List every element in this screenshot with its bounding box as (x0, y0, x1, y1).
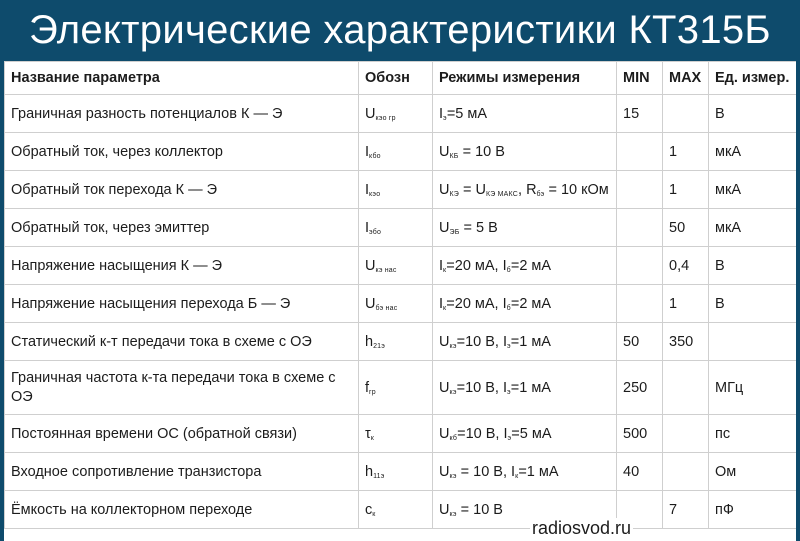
spec-table-card (4, 61, 796, 541)
header-unit: Ед. измер. (709, 62, 797, 95)
mode-text: =20 мА, I (446, 257, 507, 274)
table-row (5, 247, 797, 285)
min-cell (617, 133, 663, 171)
symbol-main: I (365, 219, 370, 236)
mode-text: U (439, 181, 450, 198)
min-cell: 15 (617, 95, 663, 133)
mode-text: U (439, 379, 450, 396)
param-name-cell: Граничная разность потенциалов К — Э (5, 95, 359, 133)
min-cell: 40 (617, 453, 663, 491)
mode-subscript: э (507, 388, 511, 396)
mode-subscript: к (443, 266, 447, 274)
unit-cell: В (709, 285, 797, 323)
param-name-cell: Статический к-т передачи тока в схеме с ОЭ (5, 323, 359, 361)
min-cell: 50 (617, 323, 663, 361)
mode-text: I (439, 295, 444, 312)
mode-text: =10 В, I (456, 333, 507, 350)
max-cell: 350 (663, 323, 709, 361)
symbol-cell (359, 361, 433, 415)
max-cell: 1 (663, 285, 709, 323)
param-name-cell: Напряжение насыщения К — Э (5, 247, 359, 285)
param-name-cell: Постоянная времени ОС (обратной связи) (5, 415, 359, 453)
symbol-subscript: кэо (369, 190, 381, 198)
symbol-subscript: эбо (369, 228, 382, 236)
param-name-cell: Обратный ток перехода К — Э (5, 171, 359, 209)
max-cell (663, 453, 709, 491)
mode-subscript: кэ (449, 510, 457, 518)
symbol-cell (359, 491, 433, 529)
mode-text: =1 мА (510, 379, 551, 396)
param-name-cell: Входное сопротивление транзистора (5, 453, 359, 491)
mode-text: U (439, 333, 450, 350)
mode-subscript: э (507, 434, 512, 442)
unit-cell: В (709, 247, 797, 285)
symbol-subscript: бэ нас (375, 304, 398, 312)
symbol-main: I (365, 181, 370, 198)
symbol-cell (359, 209, 433, 247)
mode-subscript: э (443, 114, 447, 122)
symbol-main: h (365, 333, 374, 350)
header-min: MIN (617, 62, 663, 95)
symbol-main: h (365, 463, 374, 480)
table-row (5, 133, 797, 171)
mode-subscript: к (515, 472, 519, 480)
table-row (5, 491, 797, 529)
min-cell: 500 (617, 415, 663, 453)
mode-text: =10 В, I (456, 379, 507, 396)
symbol-cell (359, 133, 433, 171)
mode-text: = 10 В (458, 143, 505, 160)
table-row (5, 323, 797, 361)
symbol-subscript: гр (369, 388, 376, 396)
symbol-main: U (365, 295, 376, 312)
symbol-cell (359, 415, 433, 453)
symbol-subscript: кэ нас (375, 266, 397, 274)
mode-text: U (439, 501, 450, 518)
symbol-cell (359, 247, 433, 285)
mode-text: =5 мА (446, 105, 488, 122)
measure-mode-cell (433, 285, 617, 323)
mode-subscript: ЭБ (449, 228, 460, 236)
table-row (5, 361, 797, 415)
spec-table (4, 61, 796, 529)
mode-text: = 10 В, I (456, 463, 516, 480)
measure-mode-cell (433, 95, 617, 133)
symbol-subscript: кэо гр (375, 114, 396, 122)
table-header-row (5, 62, 797, 95)
page-title: Электрические характеристики КТ315Б (29, 8, 771, 52)
table-row (5, 453, 797, 491)
symbol-subscript: к (370, 434, 374, 442)
max-cell: 50 (663, 209, 709, 247)
header-measure-mode: Режимы измерения (433, 62, 617, 95)
symbol-subscript: кбо (369, 152, 381, 160)
min-cell: 250 (617, 361, 663, 415)
param-name-cell: Ёмкость на коллекторном переходе (5, 491, 359, 529)
symbol-subscript: 11э (373, 472, 385, 480)
symbol-cell (359, 95, 433, 133)
mode-text: I (439, 105, 444, 122)
symbol-main: U (365, 257, 376, 274)
symbol-subscript: 21э (373, 342, 386, 350)
header-max: MAX (663, 62, 709, 95)
max-cell (663, 95, 709, 133)
max-cell: 1 (663, 133, 709, 171)
mode-subscript: бэ (536, 190, 545, 198)
header-param-name: Название параметра (5, 62, 359, 95)
mode-text: = 10 В (456, 501, 503, 518)
param-name-cell: Обратный ток, через эмиттер (5, 209, 359, 247)
unit-cell: мкА (709, 133, 797, 171)
max-cell (663, 361, 709, 415)
measure-mode-cell (433, 247, 617, 285)
mode-text: =2 мА (510, 295, 552, 312)
min-cell (617, 209, 663, 247)
max-cell: 0,4 (663, 247, 709, 285)
symbol-cell (359, 453, 433, 491)
symbol-cell (359, 323, 433, 361)
measure-mode-cell (433, 323, 617, 361)
mode-text: = U (459, 181, 486, 198)
mode-text: =20 мА, I (446, 295, 507, 312)
table-row (5, 285, 797, 323)
param-name-cell: Граничная частота к-та передачи тока в схеме с ОЭ (5, 361, 359, 415)
mode-text: U (439, 143, 450, 160)
mode-subscript: б (506, 304, 511, 312)
unit-cell: МГц (709, 361, 797, 415)
mode-text: =1 мА (510, 333, 551, 350)
mode-subscript: б (506, 266, 511, 274)
symbol-main: c (365, 501, 373, 518)
table-row (5, 209, 797, 247)
mode-subscript: КЭ МАКС (486, 190, 519, 198)
unit-cell: Ом (709, 453, 797, 491)
mode-text: = 5 В (459, 219, 498, 236)
watermark: radiosvod.ru (532, 518, 632, 538)
mode-subscript: КБ (449, 152, 459, 160)
header-symbol: Обозн (359, 62, 433, 95)
mode-text: =2 мА (510, 257, 552, 274)
param-name-cell: Обратный ток, через коллектор (5, 133, 359, 171)
table-row (5, 415, 797, 453)
min-cell (617, 285, 663, 323)
measure-mode-cell (433, 133, 617, 171)
mode-subscript: КЭ (449, 190, 459, 198)
mode-subscript: э (507, 342, 511, 350)
measure-mode-cell (433, 453, 617, 491)
mode-text: =1 мА (518, 463, 559, 480)
measure-mode-cell (433, 361, 617, 415)
symbol-cell (359, 285, 433, 323)
unit-cell: мкА (709, 171, 797, 209)
symbol-main: U (365, 105, 376, 122)
mode-subscript: к (443, 304, 447, 312)
mode-text: U (439, 463, 450, 480)
symbol-cell (359, 171, 433, 209)
symbol-main: I (365, 143, 370, 160)
unit-cell: В (709, 95, 797, 133)
measure-mode-cell (433, 209, 617, 247)
symbol-main: τ (365, 425, 371, 442)
mode-subscript: кэ (449, 388, 457, 396)
measure-mode-cell (433, 171, 617, 209)
mode-text: =10 В, I (457, 425, 508, 442)
mode-subscript: кэ (449, 342, 457, 350)
max-cell: 7 (663, 491, 709, 529)
mode-subscript: кб (449, 434, 458, 442)
table-row (5, 95, 797, 133)
mode-text: I (439, 257, 444, 274)
table-body (5, 95, 797, 529)
min-cell (617, 247, 663, 285)
measure-mode-cell (433, 415, 617, 453)
param-name-cell: Напряжение насыщения перехода Б — Э (5, 285, 359, 323)
unit-cell: пФ (709, 491, 797, 529)
max-cell: 1 (663, 171, 709, 209)
mode-text: U (439, 219, 450, 236)
mode-text: =5 мА (511, 425, 552, 442)
mode-text: , R (518, 181, 537, 198)
unit-cell: мкА (709, 209, 797, 247)
table-row (5, 171, 797, 209)
unit-cell: пс (709, 415, 797, 453)
unit-cell (709, 323, 797, 361)
symbol-main: f (365, 379, 370, 396)
max-cell (663, 415, 709, 453)
mode-text: U (439, 425, 450, 442)
min-cell (617, 171, 663, 209)
symbol-subscript: к (372, 510, 376, 518)
mode-subscript: кэ (449, 472, 457, 480)
mode-text: = 10 кОм (544, 181, 609, 198)
